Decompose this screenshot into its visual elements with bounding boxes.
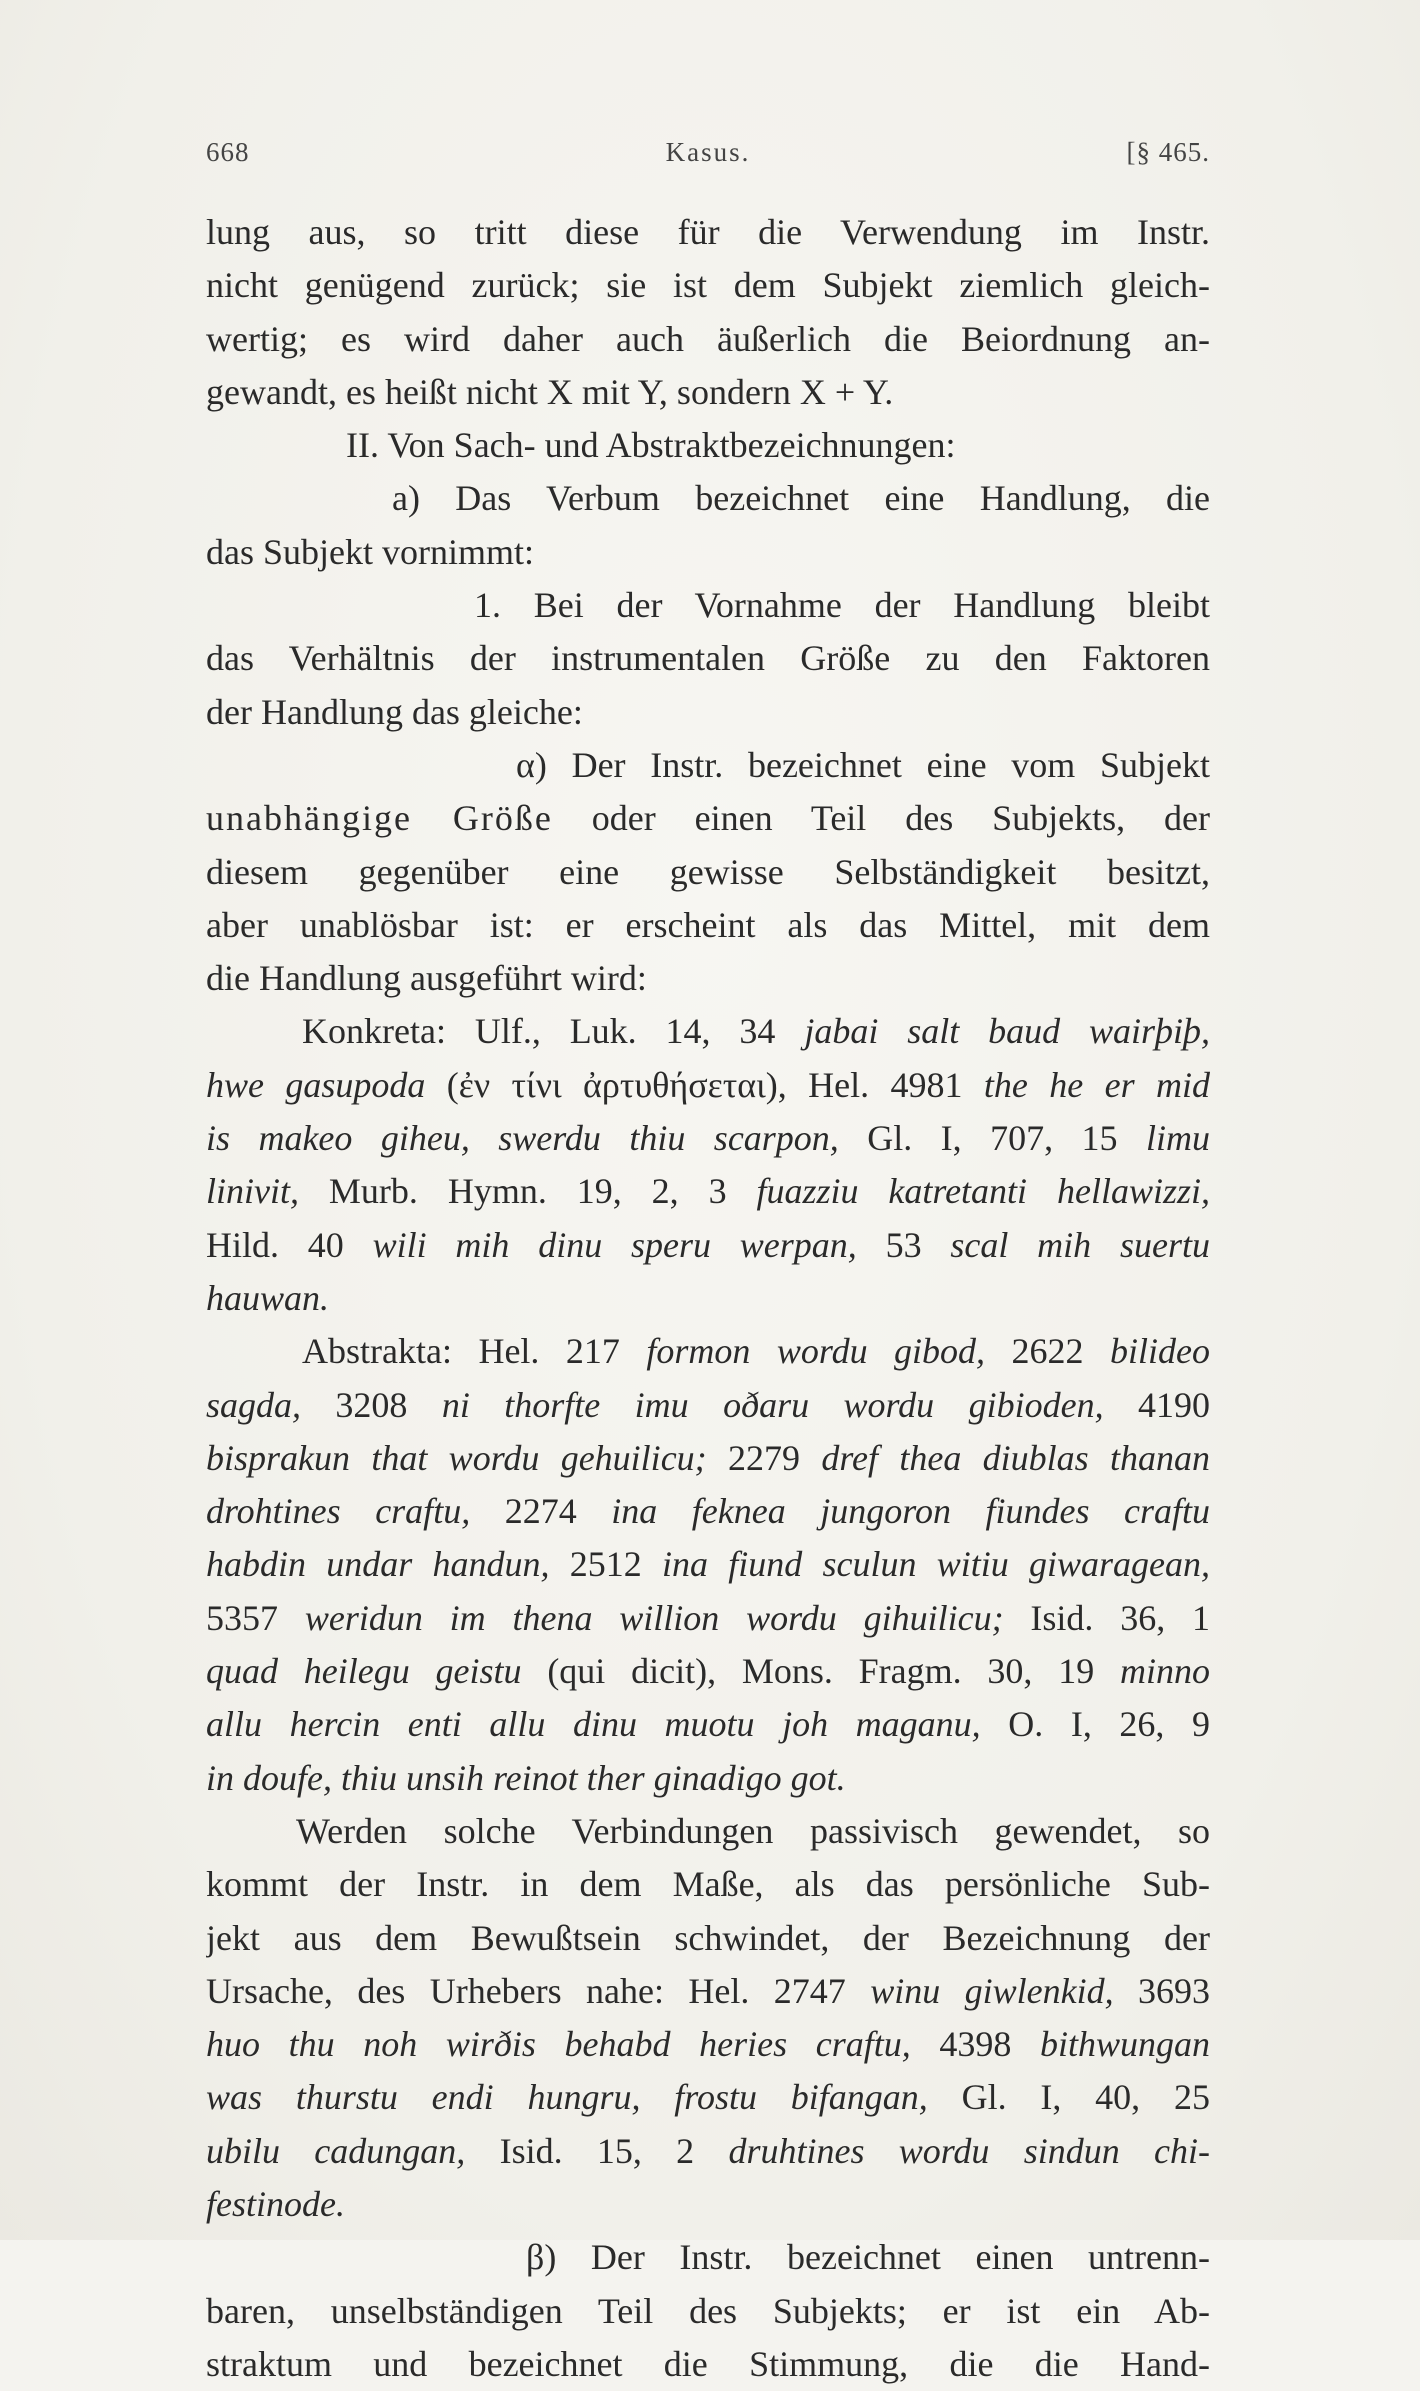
text-segment: Ursache, des Urhebers nahe: Hel. 2747 [206,1970,871,2011]
text-line [206,472,1210,525]
text-segment: Isid. 36, 1 [1003,1597,1210,1638]
italic-citation: habdin undar handun, [206,1544,550,1585]
text-segment: 3208 [301,1384,442,1425]
text-line [206,526,1210,579]
text-segment: die Handlung ausgeführt wird: [206,958,647,999]
running-title: Kasus. [665,137,751,167]
text-segment: O. I, 26, 9 [980,1704,1210,1745]
italic-citation: ni thorfte imu oðaru wordu gibioden, [441,1384,1104,1425]
text-line [206,579,1210,632]
page-number: 668 [206,137,250,167]
text-segment: das Subjekt vornimmt: [206,531,534,572]
italic-citation: bisprakun that wordu gehuilicu; [206,1437,707,1478]
text-line [206,1005,1210,1058]
italic-citation: minno [1120,1651,1210,1692]
text-segment: Gl. I, 40, 25 [927,2077,1210,2118]
spaced-emphasis: unabhängige Größe [206,798,553,839]
text-segment: Werden solche Verbindungen passivisch gewendet, so [296,1810,1210,1851]
text-line [206,1325,1210,1378]
italic-citation: linivit, [206,1171,299,1212]
italic-citation: in doufe, thiu unsih reinot ther ginadigo got. [206,1757,846,1798]
text-line [206,2125,1210,2178]
italic-citation: jabai salt baud wairþiþ, [804,1011,1210,1052]
text-segment: baren, unselbständigen Teil des Subjekts; er ist ein Ab- [206,2290,1210,2331]
text-line [206,2285,1210,2338]
italic-citation: wili mih dinu speru werpan, [372,1224,857,1265]
body-text [206,206,1210,2391]
italic-citation: festinode. [206,2183,345,2224]
text-line [206,899,1210,952]
text-line [206,632,1210,685]
text-segment: α) Der Instr. bezeichnet eine vom Subjekt [516,744,1210,785]
italic-citation: is makeo giheu, swerdu thiu scarpon, [206,1118,839,1159]
text-segment: II. Von Sach- und Abstraktbezeichnungen: [346,425,956,466]
text-segment: der Handlung das gleiche: [206,691,583,732]
text-line [206,313,1210,366]
text-line [206,792,1210,845]
text-line [206,1165,1210,1218]
text-line [206,419,1210,472]
text-line [206,1538,1210,1591]
text-line [206,1272,1210,1325]
text-line [206,1858,1210,1911]
text-segment: 1. Bei der Vornahme der Handlung bleibt [474,585,1210,626]
italic-citation: hauwan. [206,1277,330,1318]
text-line [206,1432,1210,1485]
text-line [206,1645,1210,1698]
text-segment: Konkreta: Ulf., Luk. 14, 34 [302,1011,805,1052]
italic-citation: drohtines craftu, [206,1491,471,1532]
text-segment: gewandt, es heißt nicht X mit Y, sondern X + Y. [206,371,894,412]
text-segment: 2622 [985,1331,1111,1372]
italic-citation: ubilu cadungan, [206,2130,466,2171]
text-segment: Abstrakta: Hel. 217 [302,1331,647,1372]
text-segment: β) Der Instr. bezeichnet einen untrenn- [526,2237,1210,2278]
italic-citation: winu giwlenkid, [870,1970,1114,2011]
text-segment: oder einen Teil des Subjekts, der [552,798,1210,839]
text-line [206,846,1210,899]
text-segment: lung aus, so tritt diese für die Verwendung im Instr. [206,212,1210,252]
italic-citation: limu [1145,1118,1210,1159]
text-line [206,2071,1210,2124]
text-line [206,1112,1210,1165]
text-line [206,1965,1210,2018]
text-line [206,1698,1210,1751]
text-segment: kommt der Instr. in dem Maße, als das persönliche Sub- [206,1864,1210,1905]
italic-citation: sagda, [206,1384,302,1425]
italic-citation: was thurstu endi hungru, frostu bifangan, [206,2077,928,2118]
text-line [206,2018,1210,2071]
text-segment: Hild. 40 [206,1224,373,1265]
text-segment: Murb. Hymn. 19, 2, 3 [299,1171,757,1212]
text-segment: Gl. I, 707, 15 [838,1118,1146,1159]
italic-citation: quad heilegu geistu [206,1651,522,1692]
text-line [206,952,1210,1005]
text-segment: diesem gegenüber eine gewisse Selbständigkeit besitzt, [206,851,1210,892]
text-line [206,1219,1210,1272]
text-segment: 4398 [910,2024,1040,2065]
text-line [206,1752,1210,1805]
italic-citation: fuazziu katretanti hellawizzi, [756,1171,1210,1212]
text-segment: 4190 [1103,1384,1210,1425]
italic-citation: dref thea diublas thanan [821,1437,1210,1478]
text-line [206,2178,1210,2231]
text-line [206,1805,1210,1858]
text-line [206,1059,1210,1112]
text-line [206,1379,1210,1432]
text-segment: 2274 [470,1491,612,1532]
italic-citation: the he er mid [983,1064,1210,1105]
italic-citation: ina fiund sculun witiu giwaragean, [662,1544,1210,1585]
italic-citation: bilideo [1110,1331,1210,1372]
text-segment: jekt aus dem Bewußtsein schwindet, der Bezeichnung der [206,1917,1210,1958]
text-segment: 2279 [706,1437,822,1478]
text-line [206,1592,1210,1645]
text-line [206,366,1210,419]
text-segment: Isid. 15, 2 [465,2130,729,2171]
text-line [206,739,1210,792]
italic-citation: hwe gasupoda [206,1064,426,1105]
text-segment: wertig; es wird daher auch äußerlich die Beiordnung an- [206,318,1210,359]
italic-citation: scal mih suertu [950,1224,1210,1265]
text-line [206,206,1210,259]
text-segment: (ἐν τίνι ἀρτυθήσεται), Hel. 4981 [425,1064,984,1105]
text-segment: 2512 [549,1544,663,1585]
text-segment: a) Das Verbum bezeichnet eine Handlung, die [392,478,1210,519]
text-line [206,2338,1210,2391]
italic-citation: druhtines wordu sindun chi- [728,2130,1210,2171]
text-line [206,686,1210,739]
running-header [206,137,1210,177]
text-line [206,2231,1210,2284]
italic-citation: ina feknea jungoron fiundes craftu [611,1491,1210,1532]
text-segment: das Verhältnis der instrumentalen Größe zu den Faktoren [206,638,1210,679]
text-segment: 3693 [1113,1970,1210,2011]
text-segment: straktum und bezeichnet die Stimmung, die die Hand- [206,2343,1210,2384]
italic-citation: formon wordu gibod, [646,1331,986,1372]
italic-citation: allu hercin enti allu dinu muotu joh maganu, [206,1704,981,1745]
text-line [206,259,1210,312]
italic-citation: bithwungan [1039,2024,1210,2065]
italic-citation: weridun im thena willion wordu gihuilicu; [304,1597,1004,1638]
text-segment: nicht genügend zurück; sie ist dem Subjekt ziemlich gleich- [206,265,1210,306]
text-segment: 53 [856,1224,951,1265]
text-line [206,1912,1210,1965]
text-segment: (qui dicit), Mons. Fragm. 30, 19 [521,1651,1120,1692]
section-reference: [§ 465. [1126,137,1210,167]
text-segment: aber unablösbar ist: er erscheint als das Mittel, mit dem [206,904,1210,945]
text-line [206,1485,1210,1538]
italic-citation: huo thu noh wirðis behabd heries craftu, [206,2024,911,2065]
text-segment: 5357 [206,1597,305,1638]
